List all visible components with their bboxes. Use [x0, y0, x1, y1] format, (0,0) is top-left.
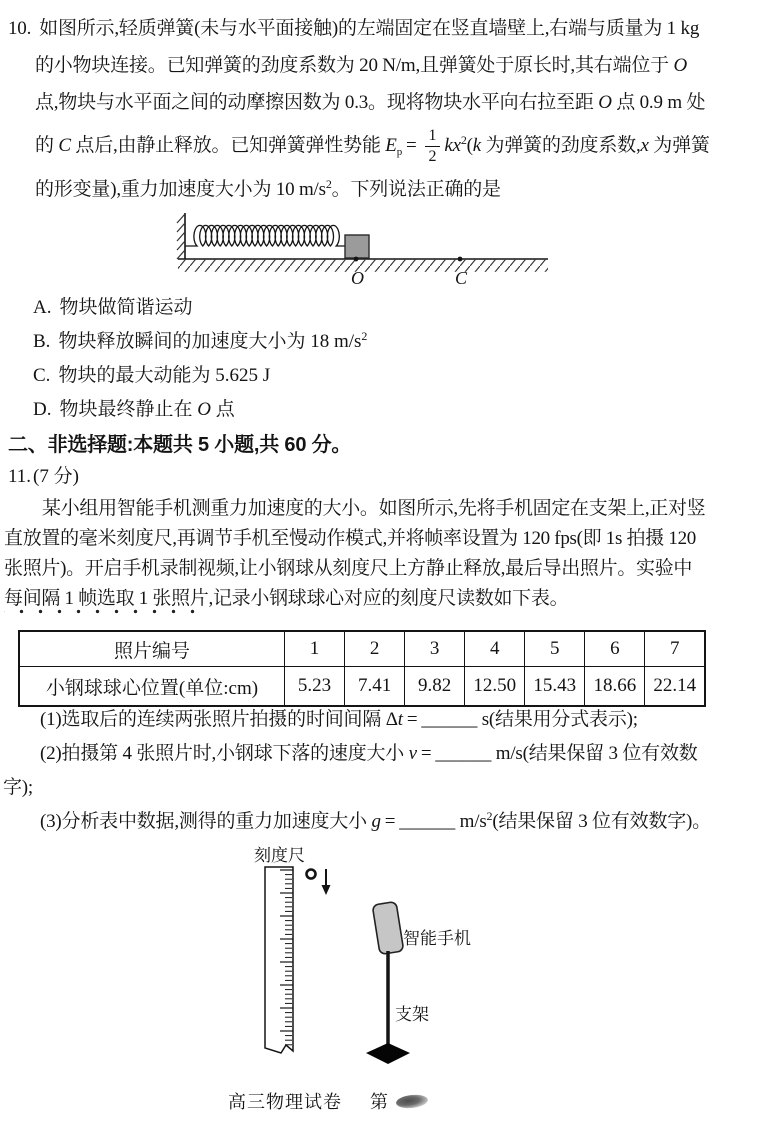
smartphone [372, 901, 404, 954]
q10-text: 的 [35, 135, 59, 156]
q10-line-4 [8, 121, 756, 171]
table-cell: 5 [525, 631, 585, 667]
experiment-figure [240, 845, 475, 1073]
subq3-text: (结果保留 3 位有效数字)。 [492, 811, 711, 832]
subq3-text: (3)分析表中数据,测得的重力加速度大小 [40, 811, 372, 832]
subquestion-2-wrap: 字); [3, 777, 34, 798]
q11-line-4 [4, 584, 756, 614]
q10-number: 10. [8, 18, 32, 39]
subquestion-1 [3, 703, 757, 737]
q10-line-2 [8, 47, 756, 84]
q11-subquestions [3, 703, 757, 839]
option-b-text: 物块释放瞬间的加速度大小为 18 m/s [58, 331, 362, 352]
option-d [33, 393, 367, 427]
ruler-label: 刻度尺 [254, 846, 305, 865]
table-cell: 9.82 [405, 667, 465, 707]
table-cell: 18.66 [585, 667, 645, 707]
var-O: O [598, 92, 612, 113]
equals-sign: = [384, 811, 396, 832]
var-O: O [673, 55, 688, 76]
measurement-table [18, 630, 706, 707]
q10-text: 的形变量),重力加速度大小为 10 m/s [35, 179, 326, 200]
var-E-sub-p: p [396, 146, 403, 158]
smartphone-label: 智能手机 [403, 929, 471, 948]
table-cell: 6 [585, 631, 645, 667]
table-cell: 2 [345, 631, 405, 667]
option-a-label: A. [33, 297, 52, 318]
table-row-photo-numbers [19, 631, 705, 667]
var-t: t [397, 709, 403, 730]
option-d-text: 物块最终静止在 [59, 399, 198, 420]
section-2-header: 二、非选择题:本题共 5 小题,共 60 分。 [8, 434, 352, 456]
var-O: O [197, 399, 211, 420]
q10-text: 。下列说法正确的是 [331, 179, 501, 200]
table-header-cell: 小钢球球心位置(单位:cm) [19, 667, 285, 707]
table-cell: 15.43 [525, 667, 585, 707]
q10-text: 点,物块与水平面之间的动摩擦因数为 0.3。现将物块水平向右拉至距 [35, 92, 599, 113]
point-c-label: C [455, 268, 468, 288]
superscript-2: 2 [361, 329, 368, 343]
option-b-label: B. [33, 331, 51, 352]
var-E: E [385, 135, 397, 156]
q11-number: 11. [8, 466, 32, 487]
option-c-label: C. [33, 365, 51, 386]
subq2-text: m/s(结果保留 3 位有效数 [491, 743, 698, 764]
var-C: C [58, 135, 71, 156]
subquestion-3 [3, 805, 757, 839]
wall-hatching [177, 214, 185, 259]
q11-paragraph [4, 494, 756, 614]
table-cell: 5.23 [285, 667, 345, 707]
subq1-text: (1)选取后的连续两张照片拍摄的时间间隔 Δ [40, 709, 398, 730]
var-g: g [371, 811, 381, 832]
q10-text: 点 0.9 m 处 [611, 92, 706, 113]
option-c-text: 物块的最大动能为 5.625 J [58, 365, 271, 386]
option-d-text: 点 [210, 399, 235, 420]
q10-text: 为弹簧的劲度系数, [481, 135, 641, 156]
table-header-cell: 照片编号 [19, 631, 285, 667]
q10-text: 点后,由静止释放。已知弹簧弹性势能 [70, 135, 386, 156]
answer-blank: ______ [421, 709, 478, 730]
var-x: x [640, 135, 649, 156]
q10-text: 为弹簧 [648, 135, 710, 156]
q10-text: 如图所示,轻质弹簧(未与水平面接触)的左端固定在竖直墙壁上,右端与质量为 1 kg [39, 18, 700, 39]
fraction-numerator: 1 [425, 127, 441, 147]
option-a [33, 291, 367, 325]
fraction-denominator: 2 [428, 148, 437, 166]
stand-base [366, 1043, 410, 1064]
var-v: v [408, 743, 417, 764]
q10-text: 的小物块连接。已知弹簧的劲度系数为 20 N/m,且弹簧处于原长时,其右端位于 [35, 55, 674, 76]
footer-title: 高三物理试卷 [228, 1092, 342, 1112]
table-cell: 7.41 [345, 667, 405, 707]
subq2-text: (2)拍摄第 4 张照片时,小钢球下落的速度大小 [40, 743, 409, 764]
q10-line-3 [8, 84, 756, 121]
option-a-text: 物块做简谐运动 [59, 297, 193, 318]
superscript-2: 2 [486, 809, 493, 823]
ruler-ticks [280, 869, 293, 1047]
q10-text: ( [466, 135, 473, 156]
emphasized-phrase: 每间隔 1 帧选取 1 张照片 [4, 588, 209, 614]
option-c [33, 359, 367, 393]
answer-blank: ______ [435, 743, 492, 764]
point-o-label: O [351, 268, 364, 288]
stand-label: 支架 [395, 1005, 429, 1024]
subquestion-2 [3, 737, 757, 771]
table-cell: 1 [285, 631, 345, 667]
var-kx: kx [444, 135, 461, 156]
page-number-smudge [395, 1093, 428, 1109]
q11-score: (7 分) [33, 466, 79, 487]
option-b [33, 325, 367, 359]
table-row-positions [19, 667, 705, 707]
arrowhead [322, 885, 331, 895]
point-o-dot [354, 257, 359, 262]
steel-ball [307, 870, 316, 879]
q10-line-1 [8, 10, 756, 47]
answer-blank: ______ [399, 811, 456, 832]
q11-text: ,记录小钢球球心对应的刻度尺读数如下表。 [208, 588, 569, 609]
spring-coil [185, 225, 345, 246]
q11-line-2: 直放置的毫米刻度尺,再调节手机至慢动作模式,并将帧率设置为 120 fps(即 1s 拍摄 120 [4, 528, 696, 549]
q11-line-3: 张照片)。开启手机录制视频,让小钢球从刻度尺上方静止释放,最后导出照片。实验中 [4, 558, 693, 579]
q10-options [33, 291, 367, 427]
fraction-one-half [425, 127, 441, 167]
table-cell: 22.14 [645, 667, 705, 707]
spring-block-figure [160, 206, 560, 296]
option-d-label: D. [33, 399, 52, 420]
var-k: k [472, 135, 481, 156]
table-cell: 12.50 [465, 667, 525, 707]
subq3-text: m/s [455, 811, 487, 832]
block [345, 235, 369, 258]
table-cell: 7 [645, 631, 705, 667]
footer-page-prefix: 第 [370, 1092, 388, 1112]
equals-sign: = [420, 743, 432, 764]
superscript-2: 2 [325, 177, 332, 191]
question-11-header [8, 461, 79, 488]
point-c-dot [458, 257, 463, 262]
table-cell: 4 [465, 631, 525, 667]
q11-line-1: 某小组用智能手机测重力加速度的大小。如图所示,先将手机固定在支架上,正对竖 [42, 498, 706, 519]
table-cell: 3 [405, 631, 465, 667]
page-footer [228, 1088, 428, 1114]
equals-sign: = [406, 135, 417, 156]
equals-sign: = [406, 709, 418, 730]
question-10 [8, 10, 756, 208]
subq1-text: s(结果用分式表示); [477, 709, 638, 730]
superscript-2: 2 [460, 133, 467, 147]
q10-line-5 [8, 171, 756, 208]
